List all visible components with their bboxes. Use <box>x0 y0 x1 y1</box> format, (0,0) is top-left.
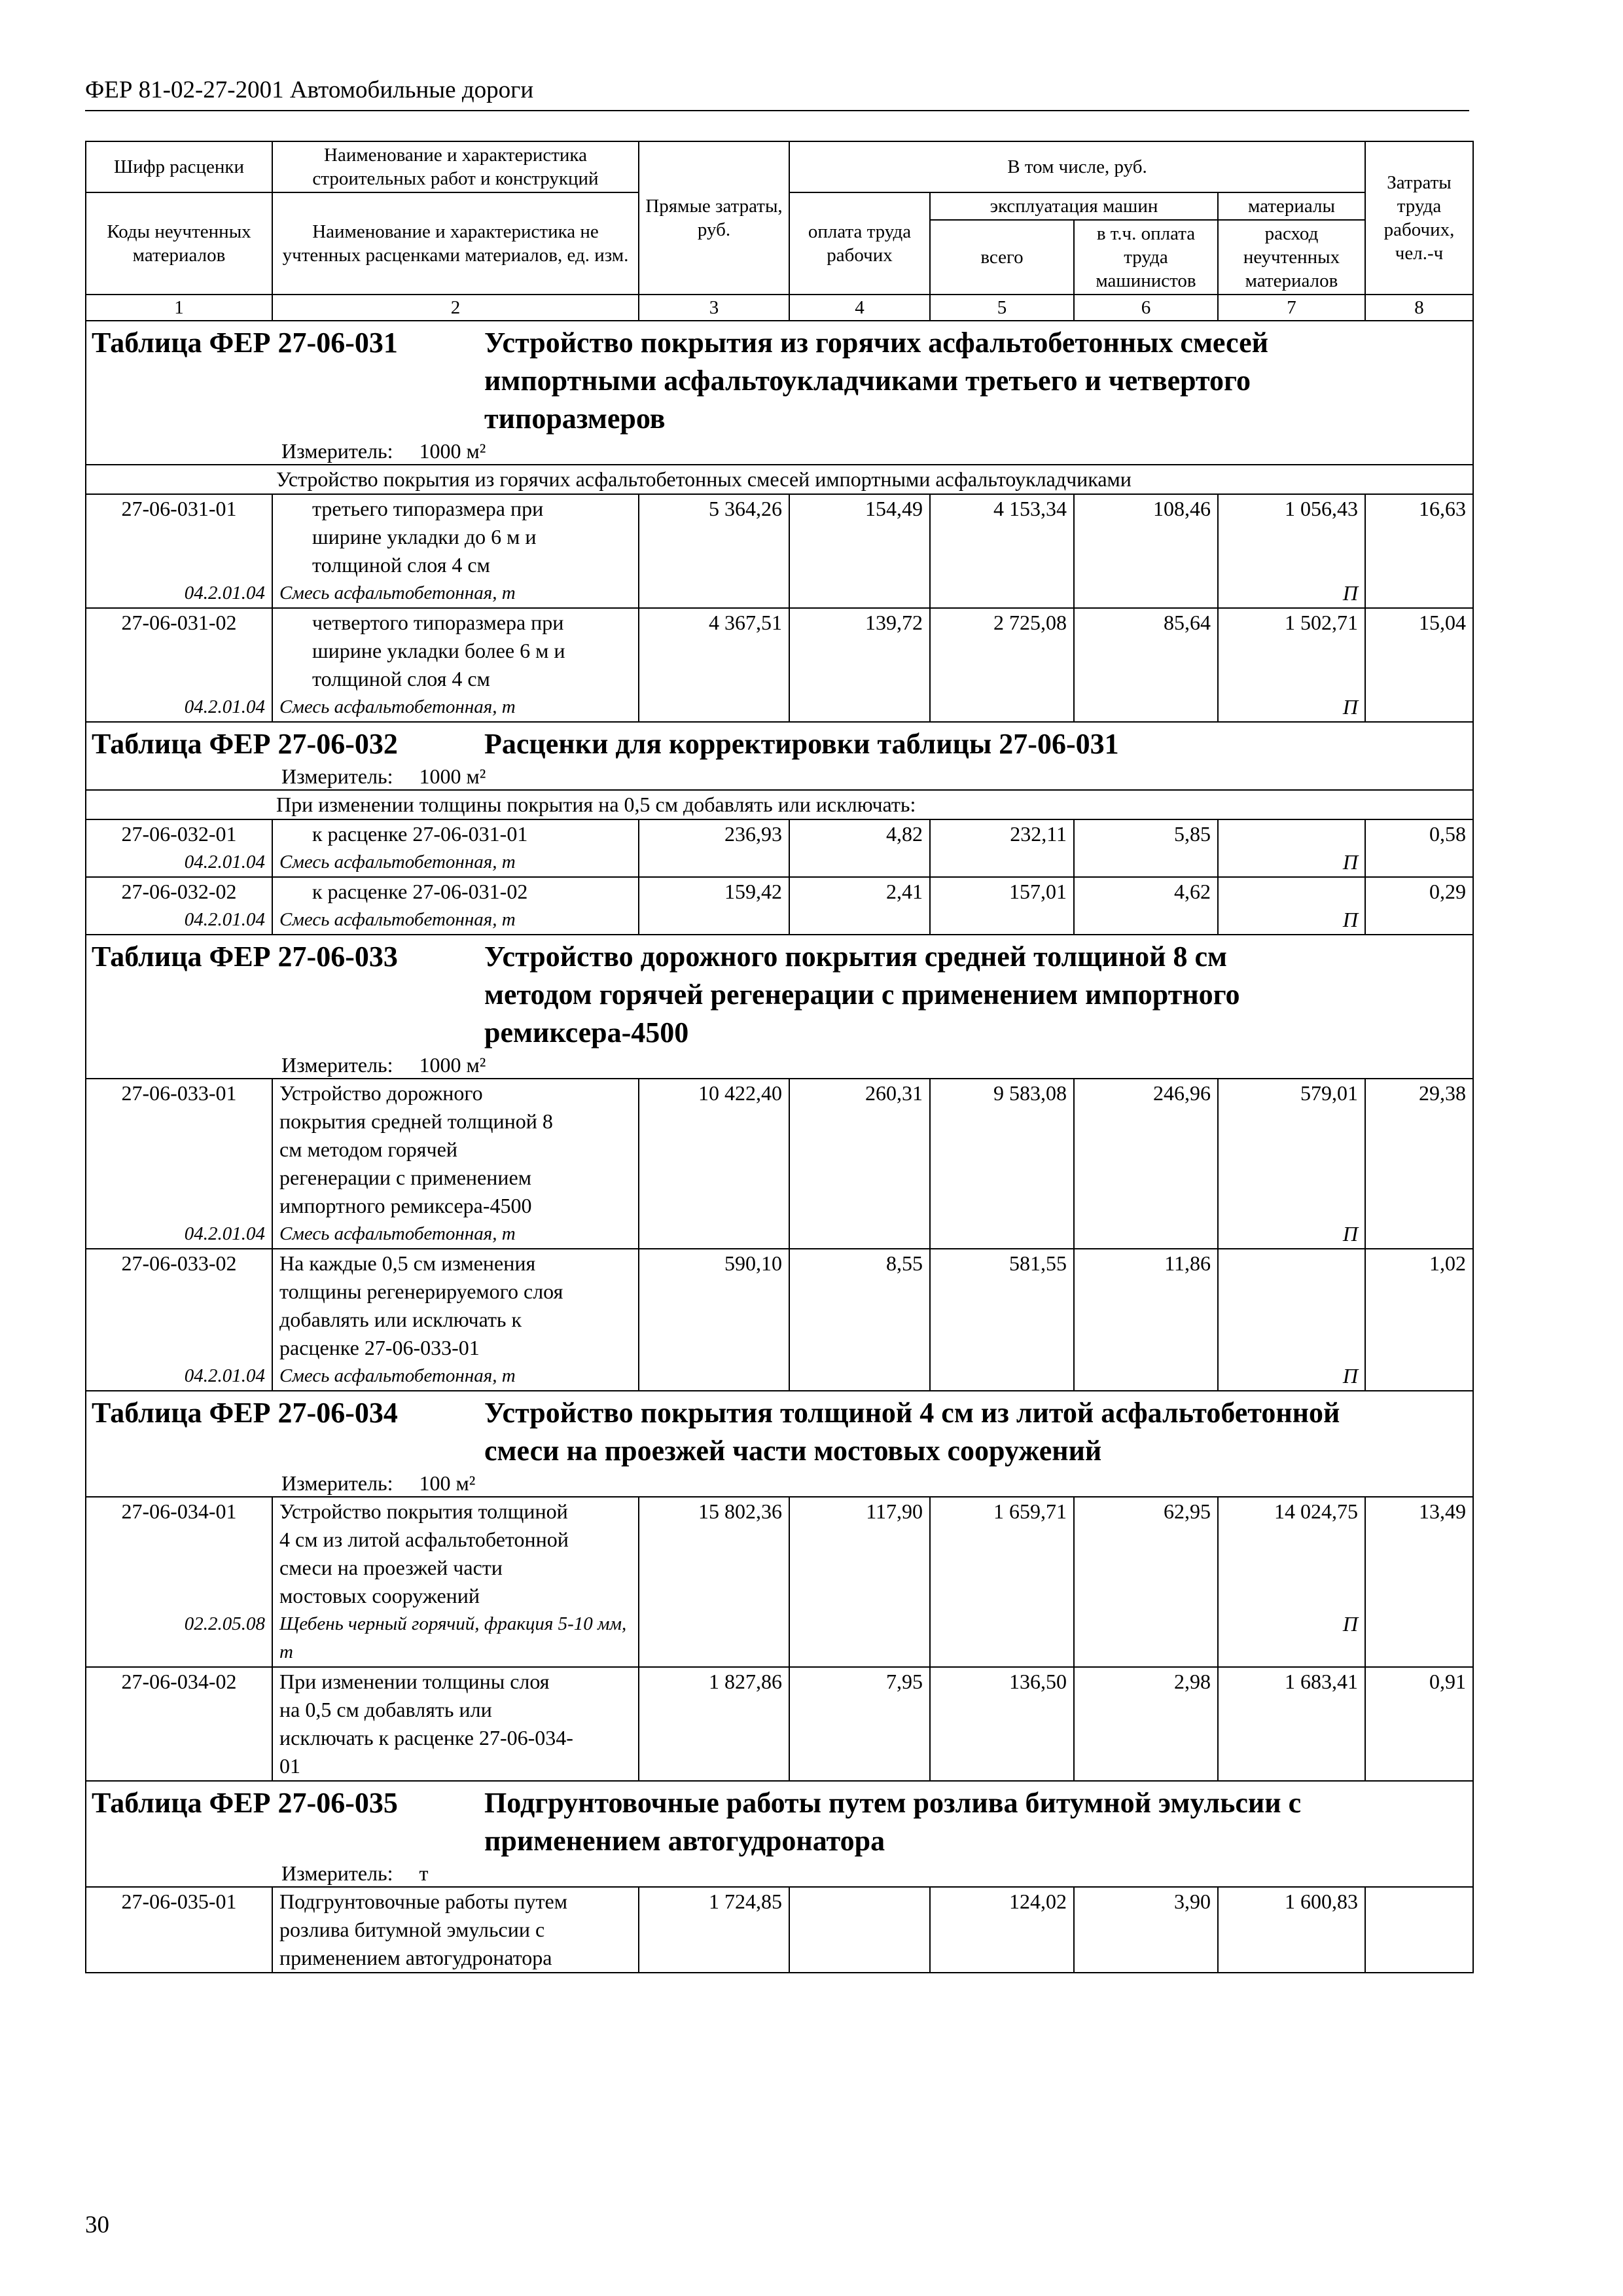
material-code: 04.2.01.04 <box>86 1362 272 1391</box>
section-subhead: Устройство покрытия из горячих асфальтобетонных смесей импортными асфальтоукладчиками <box>86 465 1473 494</box>
table-row <box>86 1497 1473 1610</box>
wage-cost: 154,49 <box>789 494 930 579</box>
rate-description <box>272 608 639 693</box>
labor-cost: 0,91 <box>1365 1667 1473 1781</box>
section-subhead: При изменении толщины покрытия на 0,5 см добавлять или исключать: <box>86 790 1473 819</box>
table-header <box>86 141 1473 321</box>
machinist-wage: 62,95 <box>1074 1497 1218 1610</box>
price-norms-table <box>85 141 1474 1973</box>
machinist-wage: 2,98 <box>1074 1667 1218 1781</box>
rate-description <box>272 1497 639 1610</box>
empty-cell <box>1074 1610 1218 1667</box>
empty-cell <box>1365 1610 1473 1667</box>
empty-cell <box>789 848 930 877</box>
machine-cost: 124,02 <box>930 1887 1074 1973</box>
labor-cost: 13,49 <box>1365 1497 1473 1610</box>
material-row <box>86 1220 1473 1249</box>
measure-value: т <box>419 1861 429 1885</box>
material-row <box>86 693 1473 722</box>
col-number: 1 <box>86 295 272 321</box>
col-number: 7 <box>1218 295 1365 321</box>
table-body <box>86 321 1473 1973</box>
description-line: четвертого типоразмера при <box>312 611 564 634</box>
empty-cell <box>639 579 789 608</box>
section-title <box>484 725 1119 763</box>
material-name: Смесь асфальтобетонная, т <box>272 693 639 722</box>
rate-code: 27-06-035-01 <box>86 1887 272 1973</box>
section-heading <box>86 1781 1473 1887</box>
machinist-wage: 246,96 <box>1074 1079 1218 1220</box>
empty-cell <box>930 1220 1074 1249</box>
direct-cost: 159,42 <box>639 877 789 906</box>
header-mat-expense: расход неучтенных материалов <box>1218 220 1365 295</box>
description-line: к расценке 27-06-031-01 <box>312 822 528 846</box>
section-title-line: типоразмеров <box>484 403 666 435</box>
direct-cost: 15 802,36 <box>639 1497 789 1610</box>
material-code: 02.2.05.08 <box>86 1610 272 1667</box>
material-row <box>86 1362 1473 1391</box>
header-name: Наименование и характеристика строительных работ и конструкций <box>272 141 639 192</box>
labor-cost: 15,04 <box>1365 608 1473 693</box>
description-line: розлива битумной эмульсии с <box>279 1918 545 1941</box>
col-number: 4 <box>789 295 930 321</box>
col-number: 8 <box>1365 295 1473 321</box>
rate-code: 27-06-031-02 <box>86 608 272 693</box>
description-line: 01 <box>279 1754 300 1778</box>
header-unaccounted-codes: Коды неучтенных материалов <box>86 192 272 295</box>
empty-cell <box>639 906 789 935</box>
labor-cost <box>1365 1887 1473 1973</box>
header-direct: Прямые затраты, руб. <box>639 141 789 295</box>
measure-line <box>92 1052 1467 1078</box>
description-line: ширине укладки более 6 м и <box>312 639 565 662</box>
empty-cell <box>1365 1220 1473 1249</box>
material-flag: П <box>1218 693 1365 722</box>
header-code: Шифр расценки <box>86 141 272 192</box>
empty-cell <box>789 906 930 935</box>
empty-cell <box>789 579 930 608</box>
rate-description <box>272 819 639 848</box>
materials-cost: 579,01 <box>1218 1079 1365 1220</box>
section-heading <box>86 321 1473 465</box>
rate-code: 27-06-033-01 <box>86 1079 272 1220</box>
labor-cost: 1,02 <box>1365 1249 1473 1362</box>
section-id: Таблица ФЕР 27-06-033 <box>92 941 398 973</box>
empty-cell <box>639 848 789 877</box>
section-title-line: ремиксера-4500 <box>484 1016 689 1049</box>
section-title-line: Устройство дорожного покрытия средней толщиной 8 см <box>484 941 1227 973</box>
empty-cell <box>789 1362 930 1391</box>
empty-cell <box>1074 693 1218 722</box>
header-incl-machinist: в т.ч. оплата труда машинистов <box>1074 220 1218 295</box>
material-name: Смесь асфальтобетонная, т <box>272 579 639 608</box>
header-labor: Затраты труда рабочих, чел.-ч <box>1365 141 1473 295</box>
machine-cost: 136,50 <box>930 1667 1074 1781</box>
rate-code: 27-06-034-01 <box>86 1497 272 1610</box>
machinist-wage: 4,62 <box>1074 877 1218 906</box>
materials-cost: 14 024,75 <box>1218 1497 1365 1610</box>
machine-cost: 4 153,34 <box>930 494 1074 579</box>
col-number: 3 <box>639 295 789 321</box>
section-id: Таблица ФЕР 27-06-035 <box>92 1787 398 1819</box>
materials-cost <box>1218 1249 1365 1362</box>
section-title-line: Расценки для корректировки таблицы 27-06-031 <box>484 728 1119 760</box>
description-line: на 0,5 см добавлять или <box>279 1698 492 1721</box>
table-row <box>86 877 1473 906</box>
rate-code: 27-06-032-01 <box>86 819 272 848</box>
rate-description <box>272 1667 639 1781</box>
material-flag: П <box>1218 906 1365 935</box>
table-row <box>86 1079 1473 1220</box>
wage-cost: 117,90 <box>789 1497 930 1610</box>
rate-code: 27-06-032-02 <box>86 877 272 906</box>
description-line: мостовых сооружений <box>279 1584 480 1607</box>
description-line: смеси на проезжей части <box>279 1556 503 1579</box>
rate-code: 27-06-033-02 <box>86 1249 272 1362</box>
empty-cell <box>1365 848 1473 877</box>
header-materials: материалы <box>1218 192 1365 220</box>
description-line: добавлять или исключать к <box>279 1308 522 1331</box>
section-title <box>484 324 1268 438</box>
col-number: 2 <box>272 295 639 321</box>
material-code: 04.2.01.04 <box>86 693 272 722</box>
header-total: всего <box>930 220 1074 295</box>
description-line: расценке 27-06-033-01 <box>279 1336 480 1359</box>
description-line: 4 см из литой асфальтобетонной <box>279 1528 569 1551</box>
direct-cost: 1 724,85 <box>639 1887 789 1973</box>
materials-cost: 1 600,83 <box>1218 1887 1365 1973</box>
material-name: Смесь асфальтобетонная, т <box>272 906 639 935</box>
measure-line <box>92 1860 1467 1886</box>
measure-label: Измеритель: <box>281 1053 393 1077</box>
description-line: исключать к расценке 27-06-034- <box>279 1726 573 1749</box>
section-title-line: смеси на проезжей части мостовых сооружений <box>484 1435 1102 1467</box>
rate-description <box>272 1249 639 1362</box>
section-title <box>484 938 1240 1052</box>
materials-cost: 1 683,41 <box>1218 1667 1365 1781</box>
empty-cell <box>789 1610 930 1667</box>
wage-cost: 7,95 <box>789 1667 930 1781</box>
direct-cost: 5 364,26 <box>639 494 789 579</box>
rate-description <box>272 1079 639 1220</box>
empty-cell <box>639 693 789 722</box>
measure-label: Измеритель: <box>281 764 393 788</box>
empty-cell <box>639 1220 789 1249</box>
table-row <box>86 819 1473 848</box>
machine-cost: 9 583,08 <box>930 1079 1074 1220</box>
empty-cell <box>639 1362 789 1391</box>
description-line: толщиной слоя 4 см <box>312 667 490 691</box>
material-flag: П <box>1218 848 1365 877</box>
rate-description <box>272 494 639 579</box>
empty-cell <box>930 1362 1074 1391</box>
description-line: Устройство покрытия толщиной <box>279 1499 568 1523</box>
wage-cost: 4,82 <box>789 819 930 848</box>
material-row <box>86 1610 1473 1667</box>
machinist-wage: 3,90 <box>1074 1887 1218 1973</box>
table-row <box>86 1887 1473 1973</box>
empty-cell <box>1365 1362 1473 1391</box>
section-heading-row <box>86 935 1473 1079</box>
section-heading-row <box>86 1391 1473 1497</box>
section-title-line: Устройство покрытия из горячих асфальтобетонных смесей <box>484 327 1268 359</box>
description-line: импортного ремиксера-4500 <box>279 1194 532 1217</box>
empty-cell <box>930 906 1074 935</box>
description-line: применением автогудронатора <box>279 1946 552 1969</box>
empty-cell <box>1365 579 1473 608</box>
section-heading-row <box>86 321 1473 465</box>
section-heading <box>86 935 1473 1079</box>
measure-label: Измеритель: <box>281 439 393 463</box>
section-heading-row <box>86 722 1473 790</box>
empty-cell <box>789 693 930 722</box>
material-code: 04.2.01.04 <box>86 1220 272 1249</box>
wage-cost: 8,55 <box>789 1249 930 1362</box>
material-name: Смесь асфальтобетонная, т <box>272 1362 639 1391</box>
section-subhead-row <box>86 465 1473 494</box>
direct-cost: 236,93 <box>639 819 789 848</box>
section-heading <box>86 722 1473 790</box>
measure-value: 1000 м² <box>419 1053 486 1077</box>
machine-cost: 2 725,08 <box>930 608 1074 693</box>
description-line: На каждые 0,5 см изменения <box>279 1251 536 1275</box>
section-id: Таблица ФЕР 27-06-032 <box>92 728 398 760</box>
labor-cost: 0,58 <box>1365 819 1473 848</box>
machine-cost: 157,01 <box>930 877 1074 906</box>
section-heading-row <box>86 1781 1473 1887</box>
empty-cell <box>1074 848 1218 877</box>
section-title-line: Устройство покрытия толщиной 4 см из литой асфальтобетонной <box>484 1397 1340 1429</box>
description-line: Подгрунтовочные работы путем <box>279 1890 567 1913</box>
header-name2: Наименование и характеристика не учтенных расценками материалов, ед. изм. <box>272 192 639 295</box>
table-row <box>86 608 1473 693</box>
material-code: 04.2.01.04 <box>86 848 272 877</box>
section-title <box>484 1394 1340 1470</box>
machinist-wage: 11,86 <box>1074 1249 1218 1362</box>
section-title-line: методом горячей регенерации с применением импортного <box>484 978 1240 1011</box>
material-row <box>86 579 1473 608</box>
empty-cell <box>1365 693 1473 722</box>
material-flag: П <box>1218 1362 1365 1391</box>
materials-cost: 1 502,71 <box>1218 608 1365 693</box>
labor-cost: 16,63 <box>1365 494 1473 579</box>
measure-label: Измеритель: <box>281 1471 393 1495</box>
rate-description <box>272 1887 639 1973</box>
description-line: ширине укладки до 6 м и <box>312 525 537 548</box>
empty-cell <box>1074 1362 1218 1391</box>
section-title-line: применением автогудронатора <box>484 1825 885 1857</box>
machine-cost: 232,11 <box>930 819 1074 848</box>
page-number: 30 <box>85 2212 109 2238</box>
rate-description <box>272 877 639 906</box>
description-line: третьего типоразмера при <box>312 497 544 520</box>
section-title-line: импортными асфальтоукладчиками третьего и четвертого <box>484 365 1251 397</box>
section-title-line: Подгрунтовочные работы путем розлива битумной эмульсии с <box>484 1787 1302 1819</box>
direct-cost: 1 827,86 <box>639 1667 789 1781</box>
empty-cell <box>930 579 1074 608</box>
header-wage: оплата труда рабочих <box>789 192 930 295</box>
labor-cost: 29,38 <box>1365 1079 1473 1220</box>
materials-cost <box>1218 877 1365 906</box>
description-line: При изменении толщины слоя <box>279 1670 550 1693</box>
empty-cell <box>930 848 1074 877</box>
material-flag: П <box>1218 579 1365 608</box>
description-line: к расценке 27-06-031-02 <box>312 880 528 903</box>
measure-value: 1000 м² <box>419 764 486 788</box>
empty-cell <box>789 1220 930 1249</box>
material-row <box>86 906 1473 935</box>
description-line: Устройство дорожного <box>279 1081 483 1105</box>
section-title-block <box>92 1394 1467 1470</box>
wage-cost: 139,72 <box>789 608 930 693</box>
section-title-block <box>92 938 1467 1052</box>
empty-cell <box>930 693 1074 722</box>
section-title-block <box>92 324 1467 438</box>
empty-cell <box>930 1610 1074 1667</box>
material-name: Смесь асфальтобетонная, т <box>272 848 639 877</box>
rate-code: 27-06-031-01 <box>86 494 272 579</box>
section-title-block <box>92 725 1467 763</box>
measure-value: 1000 м² <box>419 439 486 463</box>
measure-line <box>92 1470 1467 1496</box>
section-id: Таблица ФЕР 27-06-031 <box>92 327 398 359</box>
material-flag: П <box>1218 1220 1365 1249</box>
table-row <box>86 1249 1473 1362</box>
direct-cost: 4 367,51 <box>639 608 789 693</box>
machine-cost: 1 659,71 <box>930 1497 1074 1610</box>
empty-cell <box>1365 906 1473 935</box>
material-flag: П <box>1218 1610 1365 1667</box>
document-header: ФЕР 81-02-27-2001 Автомобильные дороги <box>85 73 1469 111</box>
description-line: толщины регенерируемого слоя <box>279 1280 563 1303</box>
wage-cost <box>789 1887 930 1973</box>
direct-cost: 10 422,40 <box>639 1079 789 1220</box>
measure-line <box>92 438 1467 464</box>
section-heading <box>86 1391 1473 1497</box>
section-title <box>484 1784 1301 1860</box>
table-row <box>86 494 1473 579</box>
empty-cell <box>1074 1220 1218 1249</box>
header-machines: эксплуатация машин <box>930 192 1218 220</box>
measure-value: 100 м² <box>419 1471 476 1495</box>
wage-cost: 260,31 <box>789 1079 930 1220</box>
material-code: 04.2.01.04 <box>86 906 272 935</box>
measure-label: Измеритель: <box>281 1861 393 1885</box>
description-line: покрытия средней толщиной 8 <box>279 1109 553 1133</box>
machinist-wage: 85,64 <box>1074 608 1218 693</box>
material-name: Щебень черный горячий, фракция 5-10 мм, т <box>272 1610 639 1667</box>
header-incl: В том числе, руб. <box>789 141 1365 192</box>
machine-cost: 581,55 <box>930 1249 1074 1362</box>
direct-cost: 590,10 <box>639 1249 789 1362</box>
machinist-wage: 5,85 <box>1074 819 1218 848</box>
labor-cost: 0,29 <box>1365 877 1473 906</box>
description-line: толщиной слоя 4 см <box>312 553 490 577</box>
section-subhead-row <box>86 790 1473 819</box>
description-line: регенерации с применением <box>279 1166 531 1189</box>
material-code: 04.2.01.04 <box>86 579 272 608</box>
section-title-block <box>92 1784 1467 1860</box>
empty-cell <box>639 1610 789 1667</box>
empty-cell <box>1074 906 1218 935</box>
materials-cost: 1 056,43 <box>1218 494 1365 579</box>
table-row <box>86 1667 1473 1781</box>
section-id: Таблица ФЕР 27-06-034 <box>92 1397 398 1429</box>
measure-line <box>92 763 1467 789</box>
wage-cost: 2,41 <box>789 877 930 906</box>
materials-cost <box>1218 819 1365 848</box>
material-row <box>86 848 1473 877</box>
description-line: см методом горячей <box>279 1138 457 1161</box>
empty-cell <box>1074 579 1218 608</box>
material-name: Смесь асфальтобетонная, т <box>272 1220 639 1249</box>
rate-code: 27-06-034-02 <box>86 1667 272 1781</box>
col-number: 5 <box>930 295 1074 321</box>
machinist-wage: 108,46 <box>1074 494 1218 579</box>
col-number: 6 <box>1074 295 1218 321</box>
